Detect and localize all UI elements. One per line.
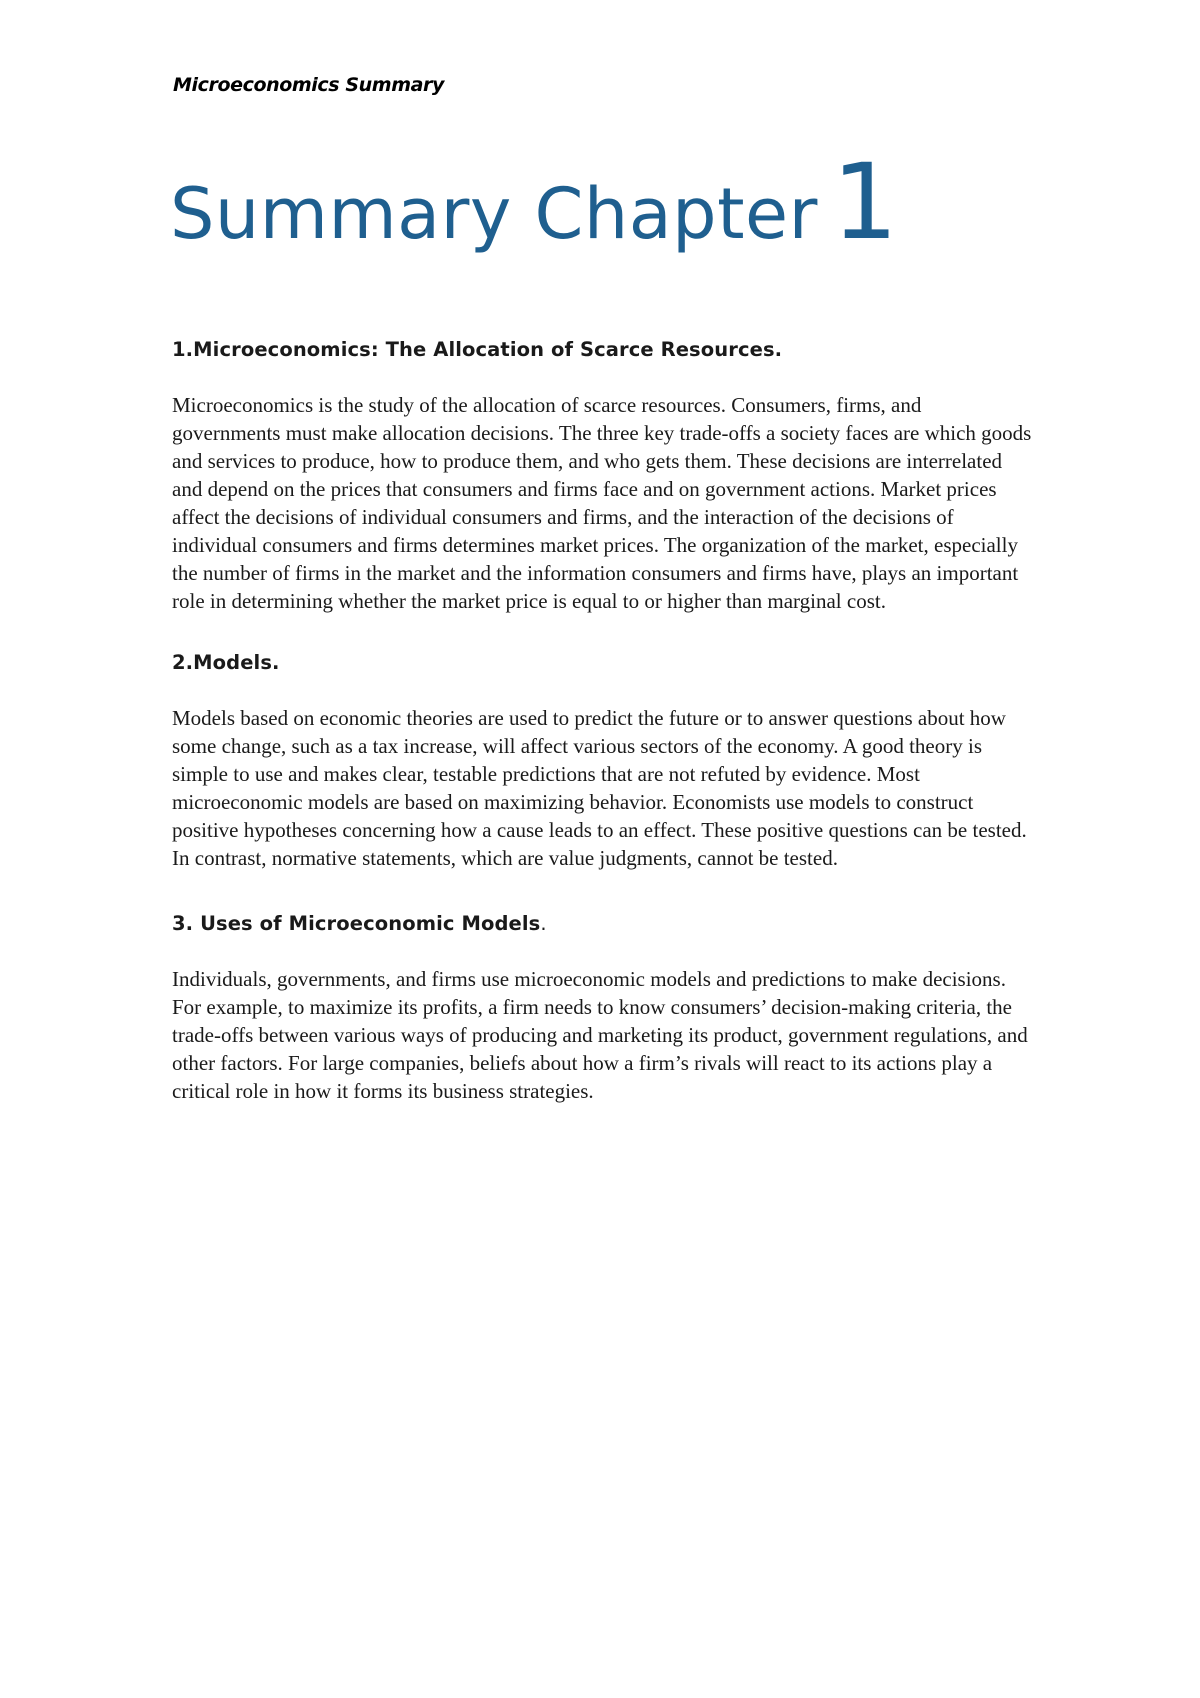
- running-header: Microeconomics Summary: [173, 74, 444, 96]
- section-paragraph-uses: Individuals, governments, and firms use microeconomic models and predictions to make decisions. For example, to maximize its profits, a firm needs to know consumers’ decision-making criteria, the trade-offs between various ways of producing and marketing its product, government regulations, and other factors. For large companies, beliefs about how a firm’s rivals will react to its actions play a critical role in how it forms its business strategies.: [172, 967, 1028, 1103]
- section-paragraph-models: Models based on economic theories are used to predict the future or to answer questions about how some change, such as a tax increase, will affect various sectors of the economy. A good theory is simple to use and makes clear, testable predictions that are not refuted by evidence. Most microeconomic models are based on maximizing behavior. Economists use models to construct positive hypotheses concerning how a cause leads to an effect. These positive questions can be tested. In contrast, normative statements, which are value judgments, cannot be tested.: [172, 706, 1027, 870]
- section-heading-trail: .: [540, 912, 547, 935]
- section-heading-text: 1.Microeconomics: The Allocation of Scarce Resources.: [172, 338, 783, 361]
- section-heading-text: 3. Uses of Microeconomic Models: [172, 912, 541, 935]
- chapter-number: 1: [831, 141, 899, 263]
- section-heading-text: 2.Models.: [172, 651, 280, 674]
- document-body: [172, 336, 1032, 1105]
- section-heading-uses: [172, 910, 1032, 938]
- section-paragraph-allocation: Microeconomics is the study of the allocation of scarce resources. Consumers, firms, and governments must make allocation decisions. The three key trade-offs a society faces are which goods and services to produce, how to produce them, and who gets them. These decisions are interrelated and depend on the prices that consumers and firms face and on government actions. Market prices affect the decisions of individual consumers and firms, and the interaction of the decisions of individual consumers and firms determines market prices. The organization of the market, especially the number of firms in the market and the information consumers and firms have, plays an important role in determining whether the market price is equal to or higher than marginal cost.: [172, 393, 1032, 613]
- chapter-title: [170, 141, 899, 263]
- section-heading-allocation: [172, 336, 1032, 364]
- section-heading-models: [172, 649, 1032, 677]
- chapter-title-text: Summary Chapter: [170, 173, 818, 255]
